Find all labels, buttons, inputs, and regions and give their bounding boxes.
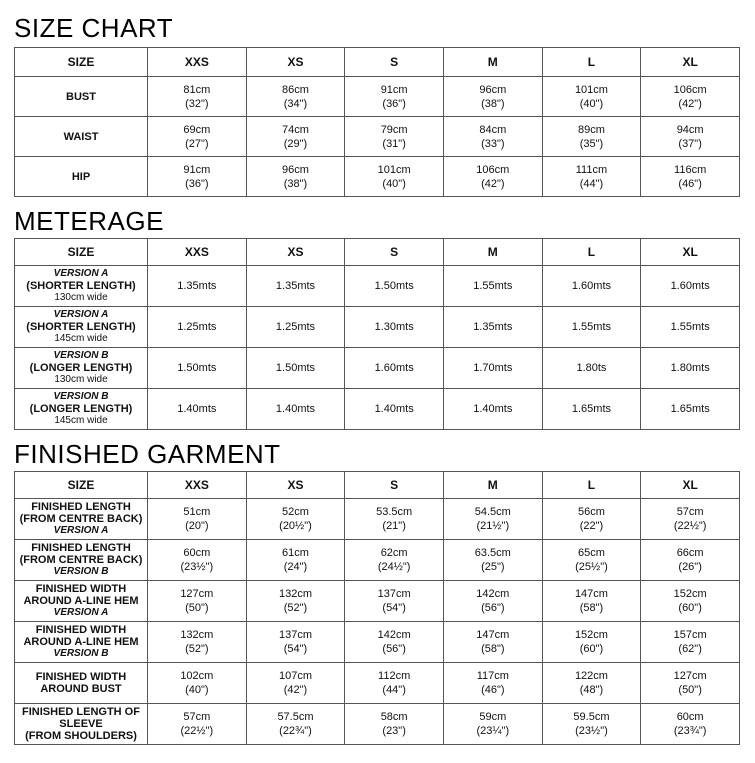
table-cell [246, 77, 345, 117]
version-label: VERSION A [53, 607, 109, 618]
cell-cm: 60cm [676, 711, 704, 723]
label-line-2: (FROM CENTRE BACK) [19, 554, 143, 566]
cell-inches: (58") [481, 643, 505, 655]
cell-inches: (56") [481, 602, 505, 614]
cell-cm: 152cm [574, 629, 608, 641]
cell-cm: 94cm [676, 123, 704, 136]
cell-inches: (23") [382, 725, 406, 737]
cell-inches: (26") [678, 561, 702, 573]
label-line-1: FINISHED LENGTH [31, 542, 131, 554]
col-xs: XS [246, 48, 345, 77]
row-label [15, 540, 148, 581]
cell-inches: (34") [283, 97, 308, 110]
table-row [15, 540, 740, 581]
cell-inches: (54") [382, 602, 406, 614]
label-line-1: FINISHED WIDTH [35, 583, 127, 595]
table-cell [641, 540, 740, 581]
table-cell [443, 540, 542, 581]
length-label: (LONGER LENGTH) [29, 362, 133, 374]
table-cell [542, 540, 641, 581]
cell-inches: (50") [185, 602, 209, 614]
cell-inches: (62") [678, 643, 702, 655]
table-cell [443, 704, 542, 745]
table-cell [641, 499, 740, 540]
row-label: HIP [15, 157, 148, 197]
table-cell [246, 117, 345, 157]
cell-cm: 51cm [183, 506, 211, 518]
row-label [15, 704, 148, 745]
col-xl: XL [641, 239, 740, 266]
table-cell [345, 622, 444, 663]
cell-inches: (23¾") [673, 725, 707, 737]
cell-inches: (20") [185, 520, 209, 532]
fabric-width-label: 130cm wide [54, 374, 108, 385]
cell-cm: 60cm [183, 547, 211, 559]
cell-inches: (48") [579, 684, 604, 696]
table-cell: 1.60mts [641, 266, 740, 307]
cell-inches: (25") [481, 561, 505, 573]
table-cell: 1.40mts [443, 389, 542, 430]
finished-garment-title: FINISHED GARMENT [14, 439, 281, 469]
table-cell [443, 581, 542, 622]
table-cell: 1.50mts [148, 348, 247, 389]
table-cell [542, 622, 641, 663]
table-row [15, 704, 740, 745]
cell-inches: (40") [382, 177, 406, 190]
table-cell [148, 581, 247, 622]
label-line-1: FINISHED WIDTH [35, 624, 127, 636]
cell-cm: 57cm [183, 711, 211, 723]
cell-cm: 86cm [282, 83, 309, 96]
length-label: (SHORTER LENGTH) [26, 280, 136, 292]
row-label [15, 307, 148, 348]
table-cell: 1.35mts [148, 266, 247, 307]
cell-cm: 79cm [380, 123, 408, 136]
table-row [15, 266, 740, 307]
table-cell: 1.25mts [148, 307, 247, 348]
version-label: VERSION B [53, 566, 109, 577]
row-label [15, 622, 148, 663]
table-cell [246, 157, 345, 197]
cell-cm: 102cm [180, 670, 214, 682]
table-cell [345, 157, 444, 197]
table-cell [345, 540, 444, 581]
fabric-width-label: 130cm wide [54, 292, 108, 303]
table-cell [345, 663, 444, 704]
table-cell: 1.25mts [246, 307, 345, 348]
cell-inches: (42") [283, 684, 308, 696]
table-cell [345, 499, 444, 540]
cell-inches: (44") [579, 177, 604, 190]
cell-cm: 106cm [673, 83, 707, 96]
col-xxs: XXS [148, 472, 247, 499]
table-cell [345, 77, 444, 117]
table-cell: 1.70mts [443, 348, 542, 389]
table-cell [246, 499, 345, 540]
finished-garment-header-row [15, 472, 740, 499]
table-cell: 1.35mts [443, 307, 542, 348]
table-row [15, 157, 740, 197]
cell-cm: 65cm [578, 547, 605, 559]
cell-inches: (22") [579, 520, 604, 532]
label-line-2: AROUND A-LINE HEM [23, 636, 139, 648]
table-cell [148, 663, 247, 704]
cell-cm: 69cm [183, 123, 211, 136]
cell-inches: (52") [185, 643, 209, 655]
cell-cm: 157cm [673, 629, 707, 641]
cell-inches: (23¼") [476, 725, 510, 737]
table-cell [246, 704, 345, 745]
cell-cm: 142cm [476, 588, 510, 600]
version-label: VERSION B [53, 648, 109, 659]
table-cell [148, 540, 247, 581]
table-row [15, 348, 740, 389]
cell-cm: 74cm [282, 123, 309, 136]
cell-cm: 59cm [479, 711, 507, 723]
row-label [15, 581, 148, 622]
size-chart-table [14, 47, 740, 197]
length-label: (SHORTER LENGTH) [26, 321, 136, 333]
col-s: S [345, 239, 444, 266]
cell-inches: (42") [481, 177, 505, 190]
table-cell [443, 622, 542, 663]
table-cell [641, 622, 740, 663]
table-cell [345, 117, 444, 157]
table-cell [246, 663, 345, 704]
table-row [15, 77, 740, 117]
col-s: S [345, 472, 444, 499]
table-cell [246, 540, 345, 581]
cell-inches: (21") [382, 520, 406, 532]
cell-cm: 137cm [278, 629, 312, 641]
size-chart-title: SIZE CHART [14, 13, 174, 43]
cell-cm: 122cm [574, 670, 608, 682]
version-label: VERSION A [53, 309, 109, 320]
cell-cm: 84cm [479, 123, 507, 136]
table-cell [443, 157, 542, 197]
cell-cm: 56cm [578, 506, 605, 518]
table-cell [443, 499, 542, 540]
cell-inches: (27") [185, 137, 209, 150]
table-cell [148, 157, 247, 197]
cell-cm: 116cm [674, 163, 707, 176]
cell-cm: 152cm [673, 588, 707, 600]
col-xs: XS [246, 472, 345, 499]
table-cell [542, 157, 641, 197]
col-xs: XS [246, 239, 345, 266]
cell-inches: (46") [678, 177, 702, 190]
col-l: L [542, 472, 641, 499]
table-cell [641, 77, 740, 117]
cell-inches: (60") [678, 602, 702, 614]
table-cell [641, 663, 740, 704]
cell-cm: 117cm [476, 670, 509, 682]
table-cell [345, 581, 444, 622]
table-cell: 1.50mts [246, 348, 345, 389]
cell-inches: (24") [283, 561, 308, 573]
cell-cm: 101cm [377, 163, 411, 176]
row-label: BUST [15, 77, 148, 117]
cell-inches: (58") [579, 602, 604, 614]
finished-garment-table [14, 471, 740, 745]
meterage-table [14, 238, 740, 430]
label-line-1: FINISHED LENGTH OF [22, 706, 140, 718]
cell-inches: (24½") [377, 561, 411, 573]
table-row [15, 307, 740, 348]
cell-cm: 106cm [476, 163, 510, 176]
version-label: VERSION A [53, 268, 109, 279]
cell-inches: (50") [678, 684, 702, 696]
table-cell [641, 581, 740, 622]
cell-inches: (35") [579, 137, 604, 150]
cell-inches: (60") [579, 643, 604, 655]
cell-cm: 58cm [380, 711, 408, 723]
table-cell: 1.40mts [246, 389, 345, 430]
col-xxs: XXS [148, 48, 247, 77]
table-cell: 1.40mts [148, 389, 247, 430]
cell-cm: 127cm [673, 670, 707, 682]
cell-cm: 101cm [574, 83, 608, 96]
table-cell [542, 581, 641, 622]
cell-cm: 59.5cm [573, 711, 610, 723]
length-label: (LONGER LENGTH) [29, 403, 133, 415]
table-cell [542, 663, 641, 704]
cell-inches: (29") [283, 137, 308, 150]
col-xl: XL [641, 48, 740, 77]
cell-inches: (56") [382, 643, 406, 655]
label-line-3: (FROM SHOULDERS) [25, 730, 137, 742]
table-cell: 1.30mts [345, 307, 444, 348]
cell-inches: (38") [481, 97, 505, 110]
cell-cm: 89cm [578, 123, 605, 136]
table-row [15, 663, 740, 704]
cell-inches: (44") [382, 684, 406, 696]
cell-cm: 66cm [676, 547, 704, 559]
cell-cm: 91cm [183, 163, 211, 176]
cell-cm: 57cm [676, 506, 704, 518]
meterage-header-row [15, 239, 740, 266]
size-header: SIZE [15, 472, 148, 499]
col-m: M [443, 472, 542, 499]
cell-cm: 57.5cm [277, 711, 314, 723]
table-row [15, 117, 740, 157]
table-row [15, 499, 740, 540]
label-line-1: FINISHED WIDTH [35, 671, 127, 683]
cell-cm: 62cm [380, 547, 408, 559]
cell-inches: (32") [185, 97, 209, 110]
cell-cm: 52cm [282, 506, 309, 518]
table-cell: 1.65mts [641, 389, 740, 430]
cell-inches: (36") [382, 97, 406, 110]
cell-inches: (46") [481, 684, 505, 696]
size-header: SIZE [15, 239, 148, 266]
version-label: VERSION A [53, 525, 109, 536]
table-cell [443, 77, 542, 117]
table-cell: 1.80ts [542, 348, 641, 389]
table-cell [345, 704, 444, 745]
cell-inches: (40") [185, 684, 209, 696]
col-xxs: XXS [148, 239, 247, 266]
cell-cm: 132cm [180, 629, 214, 641]
cell-cm: 132cm [278, 588, 312, 600]
table-cell [148, 704, 247, 745]
label-line-2: SLEEVE [59, 718, 103, 730]
cell-cm: 96cm [479, 83, 507, 96]
cell-inches: (40") [579, 97, 604, 110]
cell-inches: (21½") [476, 520, 510, 532]
cell-inches: (38") [283, 177, 308, 190]
version-label: VERSION B [53, 350, 109, 361]
table-cell [542, 499, 641, 540]
cell-cm: 54.5cm [474, 506, 511, 518]
table-cell [542, 77, 641, 117]
table-row [15, 581, 740, 622]
table-cell [246, 622, 345, 663]
table-cell: 1.35mts [246, 266, 345, 307]
table-row [15, 622, 740, 663]
cell-inches: (22¾") [279, 725, 312, 737]
table-cell [542, 117, 641, 157]
size-header: SIZE [15, 48, 148, 77]
cell-cm: 61cm [282, 547, 309, 559]
table-cell: 1.55mts [641, 307, 740, 348]
table-cell [148, 499, 247, 540]
table-cell: 1.50mts [345, 266, 444, 307]
cell-inches: (31") [382, 137, 406, 150]
row-label [15, 499, 148, 540]
label-line-2: AROUND BUST [40, 683, 122, 695]
col-xl: XL [641, 472, 740, 499]
table-cell: 1.40mts [345, 389, 444, 430]
version-label: VERSION B [53, 391, 109, 402]
table-cell [443, 663, 542, 704]
cell-inches: (42") [678, 97, 702, 110]
row-label: WAIST [15, 117, 148, 157]
cell-inches: (22½") [673, 520, 707, 532]
col-l: L [542, 239, 641, 266]
cell-inches: (22½") [180, 725, 214, 737]
label-line-2: (FROM CENTRE BACK) [19, 513, 143, 525]
cell-cm: 137cm [377, 588, 411, 600]
cell-cm: 147cm [574, 588, 608, 600]
cell-cm: 81cm [183, 83, 211, 96]
cell-inches: (37") [678, 137, 702, 150]
cell-cm: 111cm [575, 163, 608, 176]
table-cell: 1.65mts [542, 389, 641, 430]
table-cell [641, 117, 740, 157]
cell-inches: (20½") [279, 520, 312, 532]
cell-inches: (33") [481, 137, 505, 150]
cell-inches: (23½") [575, 725, 608, 737]
cell-cm: 142cm [377, 629, 411, 641]
table-cell [148, 622, 247, 663]
row-label [15, 266, 148, 307]
row-label [15, 348, 148, 389]
label-line-1: FINISHED LENGTH [31, 501, 131, 513]
table-cell: 1.60mts [345, 348, 444, 389]
cell-cm: 53.5cm [376, 506, 413, 518]
table-cell: 1.60mts [542, 266, 641, 307]
cell-inches: (23½") [180, 561, 214, 573]
table-cell [148, 117, 247, 157]
cell-cm: 96cm [282, 163, 309, 176]
cell-cm: 147cm [476, 629, 510, 641]
col-l: L [542, 48, 641, 77]
meterage-title: METERAGE [14, 206, 164, 236]
cell-cm: 107cm [278, 670, 312, 682]
table-cell [542, 704, 641, 745]
cell-cm: 112cm [378, 670, 411, 682]
size-chart-header-row [15, 48, 740, 77]
table-cell: 1.55mts [443, 266, 542, 307]
table-cell [641, 157, 740, 197]
cell-inches: (25½") [575, 561, 608, 573]
col-m: M [443, 48, 542, 77]
col-m: M [443, 239, 542, 266]
row-label [15, 389, 148, 430]
table-cell [246, 581, 345, 622]
cell-cm: 127cm [180, 588, 214, 600]
cell-cm: 91cm [380, 83, 408, 96]
cell-inches: (52") [283, 602, 308, 614]
table-cell [641, 704, 740, 745]
table-cell [148, 77, 247, 117]
fabric-width-label: 145cm wide [54, 333, 108, 344]
row-label [15, 663, 148, 704]
cell-inches: (54") [283, 643, 308, 655]
cell-cm: 63.5cm [474, 547, 511, 559]
col-s: S [345, 48, 444, 77]
table-row [15, 389, 740, 430]
fabric-width-label: 145cm wide [54, 415, 108, 426]
table-cell: 1.55mts [542, 307, 641, 348]
label-line-2: AROUND A-LINE HEM [23, 595, 139, 607]
table-cell [443, 117, 542, 157]
cell-inches: (36") [185, 177, 209, 190]
table-cell: 1.80mts [641, 348, 740, 389]
